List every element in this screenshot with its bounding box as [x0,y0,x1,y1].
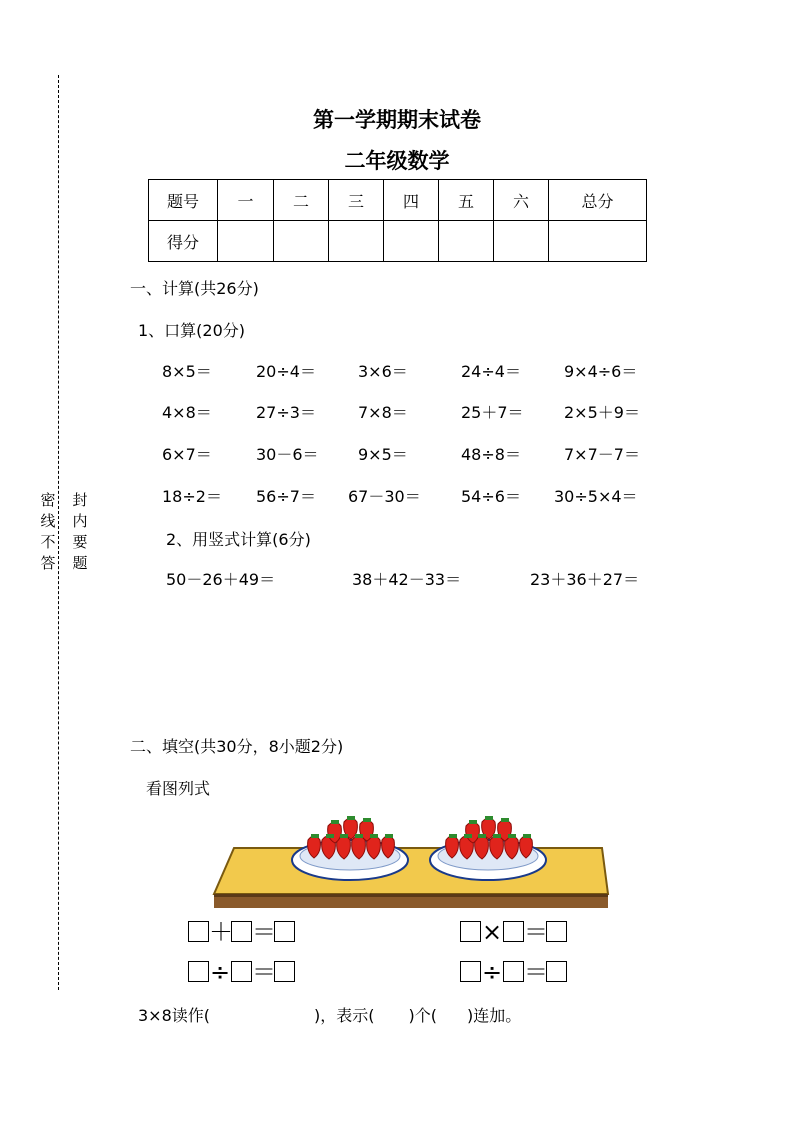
answer-box[interactable] [546,961,567,982]
question-text: )，表示( [314,1006,375,1025]
table-cell: 总分 [549,180,647,221]
page-subtitle: 二年级数学 [344,149,450,173]
oral-question: 3×6＝ [358,362,408,381]
times-sign: × [481,917,503,946]
oral-question: 9×4÷6＝ [564,362,638,381]
table-cell: 题号 [149,180,218,221]
table-cell: 三 [329,180,384,221]
oral-question: 2×5＋9＝ [564,403,640,422]
table-top [214,848,608,894]
score-input-cell[interactable] [329,221,384,262]
oral-question: 18÷2＝ [162,487,222,506]
oral-question: 54÷6＝ [461,487,521,506]
seal-char: 密 [40,491,56,509]
table-cell: 得分 [149,221,218,262]
question-text: )个( [408,1006,438,1025]
seal-char: 内 [72,512,88,530]
part1-heading: 1、口算(20分) [138,321,246,340]
table-edge [214,894,608,897]
table-cell: 二 [274,180,329,221]
score-input-cell[interactable] [218,221,274,262]
answer-box[interactable] [503,921,524,942]
oral-question: 7×7－7＝ [564,445,640,464]
oral-question: 24÷4＝ [461,362,521,381]
equals-sign: ＝ [252,957,276,986]
vertical-calc-question: 38＋42－33＝ [352,570,462,589]
question-text: 3×8读作( [138,1006,211,1025]
table-cell: 五 [439,180,494,221]
oral-question: 30－6＝ [256,445,319,464]
equation-division-right [460,958,567,984]
equation-addition [188,918,295,944]
oral-question: 56÷7＝ [256,487,316,506]
table-cell: 一 [218,180,274,221]
seal-char: 要 [72,533,88,551]
score-input-cell[interactable] [439,221,494,262]
score-input-cell[interactable] [549,221,647,262]
answer-box[interactable] [460,921,481,942]
score-table-score-row [149,221,647,262]
answer-box[interactable] [188,921,209,942]
answer-box[interactable] [546,921,567,942]
equals-sign: ＝ [524,957,548,986]
answer-box[interactable] [503,961,524,982]
equals-sign: ＝ [524,917,548,946]
strawberry-plates-illustration [210,808,610,908]
part2-heading: 2、用竖式计算(6分) [166,530,311,549]
score-input-cell[interactable] [384,221,439,262]
equation-division-left [188,958,295,984]
vertical-calc-question: 50－26＋49＝ [166,570,276,589]
equation-multiplication [460,918,567,944]
oral-question: 4×8＝ [162,403,212,422]
seal-text-right [70,490,90,574]
table-cell: 六 [494,180,549,221]
oral-question: 48÷8＝ [461,445,521,464]
seal-char: 不 [40,533,56,551]
plus-sign: ＋ [209,917,233,946]
oral-question: 8×5＝ [162,362,212,381]
seal-text-left [38,490,58,574]
divide-sign: ÷ [481,957,503,986]
table-cell: 四 [384,180,439,221]
seal-char: 答 [40,554,56,572]
section1-heading: 一、计算(共26分) [130,279,259,298]
oral-question: 20÷4＝ [256,362,316,381]
oral-question: 9×5＝ [358,445,408,464]
vertical-calc-question: 23＋36＋27＝ [530,570,640,589]
seal-char: 线 [40,512,56,530]
answer-box[interactable] [231,961,252,982]
score-input-cell[interactable] [274,221,329,262]
oral-question: 67－30＝ [348,487,421,506]
oral-question: 7×8＝ [358,403,408,422]
fill-blank-question [138,1003,521,1026]
divide-sign: ÷ [209,957,231,986]
score-input-cell[interactable] [494,221,549,262]
score-table-header-row [149,180,647,221]
equals-sign: ＝ [252,917,276,946]
answer-box[interactable] [460,961,481,982]
seal-char: 题 [72,554,88,572]
oral-question: 27÷3＝ [256,403,316,422]
binding-dashed-line [58,75,59,990]
oral-question: 6×7＝ [162,445,212,464]
section2-heading: 二、填空(共30分，8小题2分) [130,737,344,756]
answer-box[interactable] [231,921,252,942]
question-text: )连加。 [467,1006,522,1025]
answer-box[interactable] [274,921,295,942]
oral-question: 30÷5×4＝ [554,487,638,506]
answer-box[interactable] [274,961,295,982]
seal-char: 封 [72,491,88,509]
page-title: 第一学期期末试卷 [313,108,481,132]
score-table [148,179,647,262]
picture-equation-heading: 看图列式 [146,779,211,798]
answer-box[interactable] [188,961,209,982]
oral-question: 25＋7＝ [461,403,524,422]
